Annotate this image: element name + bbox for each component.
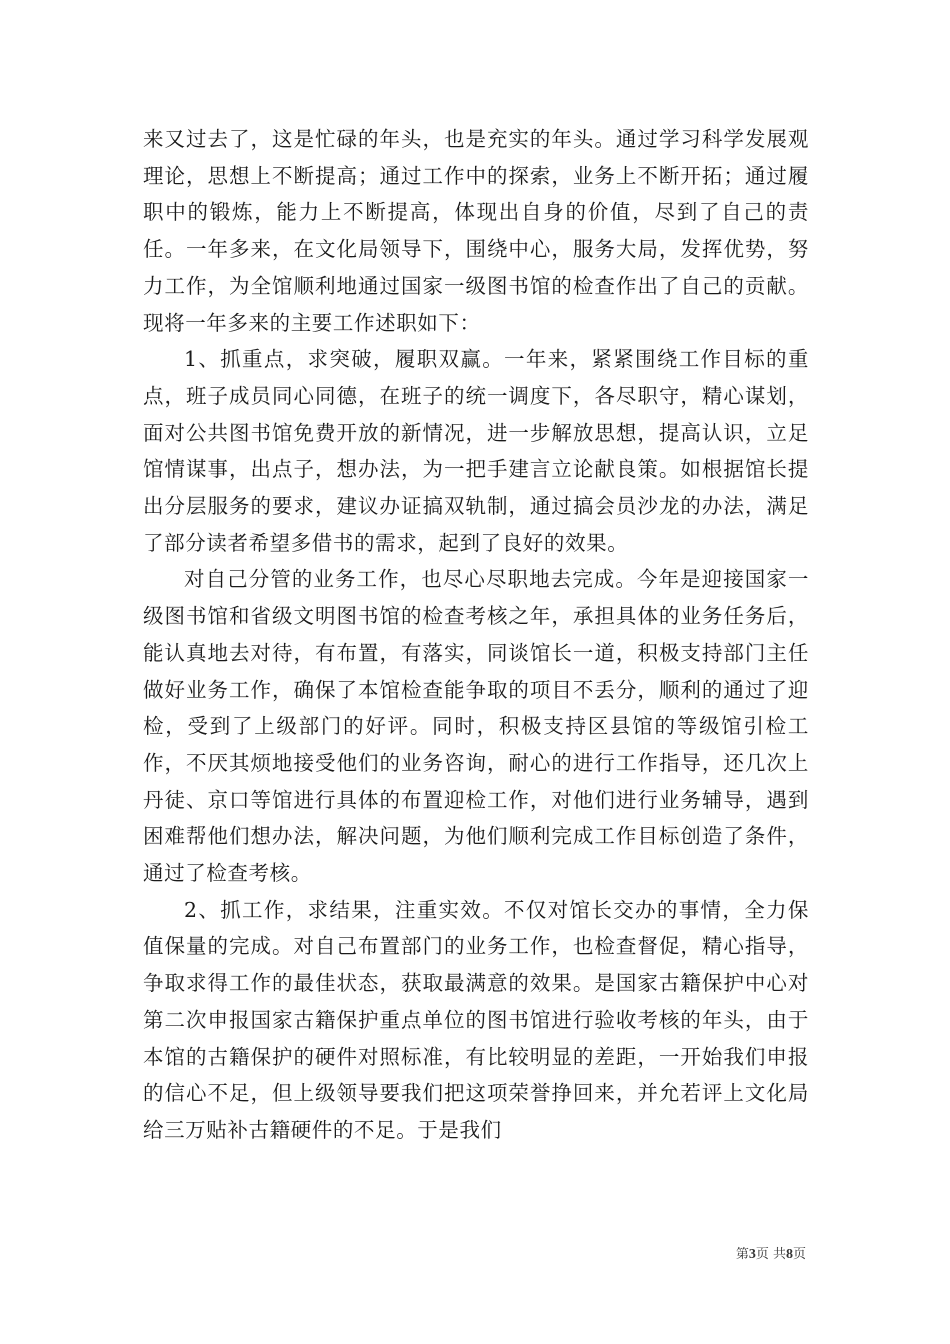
page-number-footer <box>0 1243 806 1263</box>
footer-middle: 页 共 <box>755 1247 786 1262</box>
paragraph-section-1: 1、抓重点，求突破，履职双赢。一年来，紧紧围绕工作目标的重点，班子成员同心同德，在班子的统一调度下，各尽职守，精心谋划，面对公共图书馆免费开放的新情况，进一步解放思想，提高认识，立足馆情谋事，出点子，想办法，为一把手建言立论献良策。如根据馆长提出分层服务的要求，建议办证搞双轨制，通过搞会员沙龙的办法，满足了部分读者希望多借书的需求，起到了良好的效果。 <box>143 347 809 555</box>
paragraph-section-2: 2、抓工作，求结果，注重实效。不仅对馆长交办的事情，全力保值保量的完成。对自己布置部门的业务工作，也检查督促，精心指导，争取求得工作的最佳状态，获取最满意的效果。是国家古籍保护中心对第二次申报国家古籍保护重点单位的图书馆进行验收考核的年头，由于本馆的古籍保护的硬件对照标准，有比较明显的差距，一开始我们申报的信心不足，但上级领导要我们把这项荣誉挣回来，并允若评上文化局给三万贴补古籍硬件的不足。于是我们 <box>143 897 809 1142</box>
total-page-number: 8 <box>785 1247 793 1262</box>
current-page-number: 3 <box>748 1247 756 1262</box>
paragraph-intro: 来又过去了，这是忙碌的年头，也是充实的年头。通过学习科学发展观理论，思想上不断提高；通过工作中的探索，业务上不断开拓；通过履职中的锻炼，能力上不断提高，体现出自身的价值，尽到了自己的责任。一年多来，在文化局领导下，围绕中心，服务大局，发挥优势，努力工作，为全馆顺利地通过国家一级图书馆的检查作出了自己的贡献。现将一年多来的主要工作述职如下： <box>143 127 809 335</box>
footer-suffix: 页 <box>792 1247 806 1262</box>
document-body <box>143 121 809 1149</box>
footer-prefix: 第 <box>735 1247 749 1262</box>
paragraph-business-work: 对自己分管的业务工作，也尽心尽职地去完成。今年是迎接国家一级图书馆和省级文明图书馆的检查考核之年，承担具体的业务任务后，能认真地去对待，有布置，有落实，同谈馆长一道，积极支持部门主任做好业务工作，确保了本馆检查能争取的项目不丢分，顺利的通过了迎检，受到了上级部门的好评。同时，积极支持区县馆的等级馆引检工作，不厌其烦地接受他们的业务咨询，耐心的进行工作指导，还几次上丹徒、京口等馆进行具体的布置迎检工作，对他们进行业务辅导，遇到困难帮他们想办法，解决问题，为他们顺利完成工作目标创造了条件，通过了检查考核。 <box>143 567 809 886</box>
